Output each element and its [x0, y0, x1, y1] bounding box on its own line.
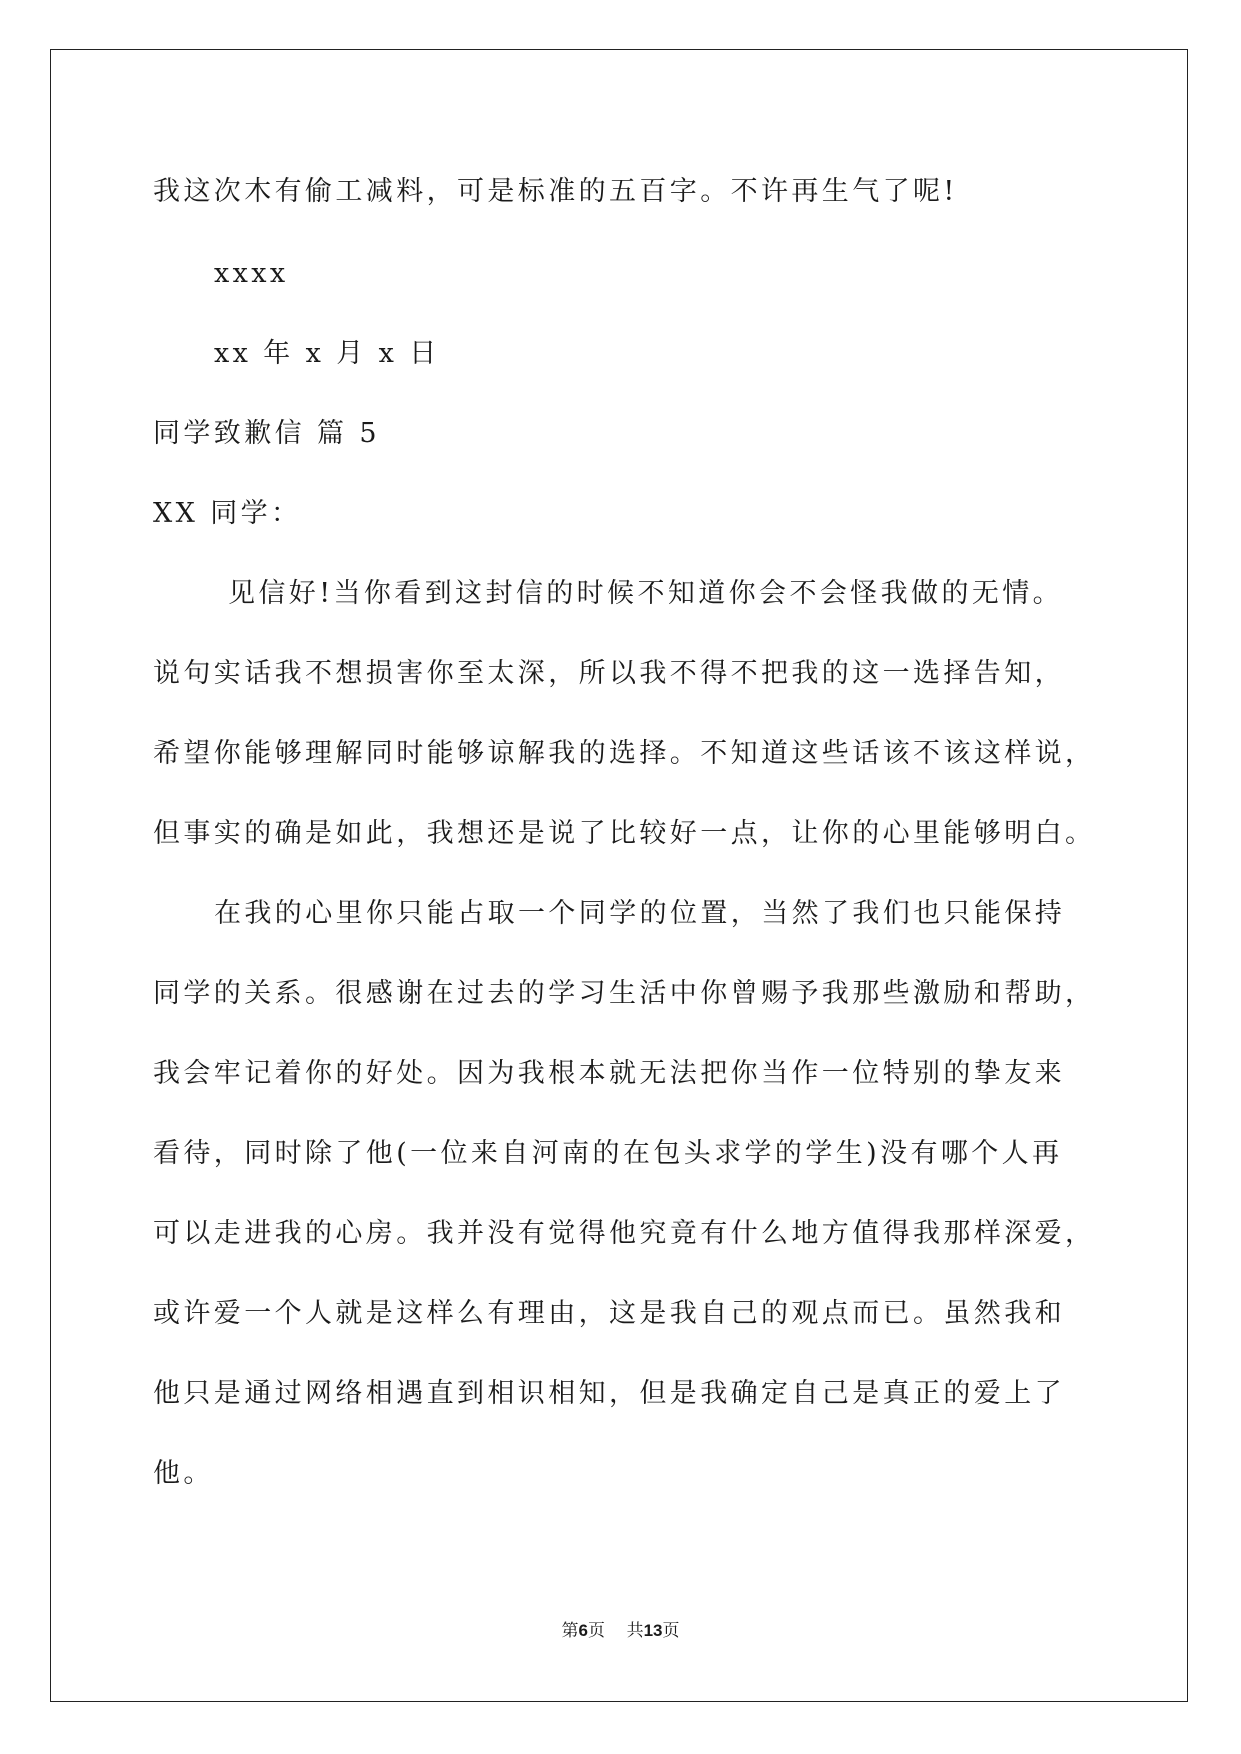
page-prefix: 第: [561, 1621, 579, 1641]
text-line: 见信好!当你看到这封信的时候不知道你会不会怪我做的无情。: [228, 578, 1064, 609]
text-line: 同学的关系。很感谢在过去的学习生活中你曾赐予我那些激励和帮助，: [153, 978, 1096, 1009]
text-line: 看待，同时除了他(一位来自河南的在包头求学的学生)没有哪个人再: [153, 1138, 1063, 1169]
text-line: 在我的心里你只能占取一个同学的位置，当然了我们也只能保持: [214, 898, 1066, 929]
total-prefix: 共: [626, 1621, 644, 1641]
section-heading: 同学致歉信 篇 5: [153, 418, 380, 449]
page-suffix: 页: [587, 1621, 605, 1641]
total-pages: 13: [643, 1621, 663, 1640]
text-line: 我会牢记着你的好处。因为我根本就无法把你当作一位特别的挚友来: [153, 1058, 1065, 1089]
text-line: 可以走进我的心房。我并没有觉得他究竟有什么地方值得我那样深爱，: [153, 1218, 1096, 1249]
text-line: 但事实的确是如此，我想还是说了比较好一点，让你的心里能够明白。: [153, 818, 1096, 849]
salutation: XX 同学：: [153, 498, 302, 529]
page-footer: [0, 1616, 1241, 1641]
text-line: 希望你能够理解同时能够谅解我的选择。不知道这些话该不该这样说，: [153, 738, 1096, 769]
text-line: 他。: [153, 1458, 214, 1489]
text-line: 我这次木有偷工减料，可是标准的五百字。不许再生气了呢!: [153, 176, 958, 207]
page-border: [50, 49, 1188, 1702]
total-suffix: 页: [662, 1621, 680, 1641]
text-line: 他只是通过网络相遇直到相识相知，但是我确定自己是真正的爱上了: [153, 1378, 1065, 1409]
signature-name: xxxx: [214, 258, 289, 289]
signature-date: xx 年 x 月 x 日: [214, 338, 440, 369]
text-line: 或许爱一个人就是这样么有理由，这是我自己的观点而已。虽然我和: [153, 1298, 1065, 1329]
page-number: 6: [578, 1621, 588, 1640]
text-line: 说句实话我不想损害你至太深，所以我不得不把我的这一选择告知，: [153, 658, 1065, 689]
